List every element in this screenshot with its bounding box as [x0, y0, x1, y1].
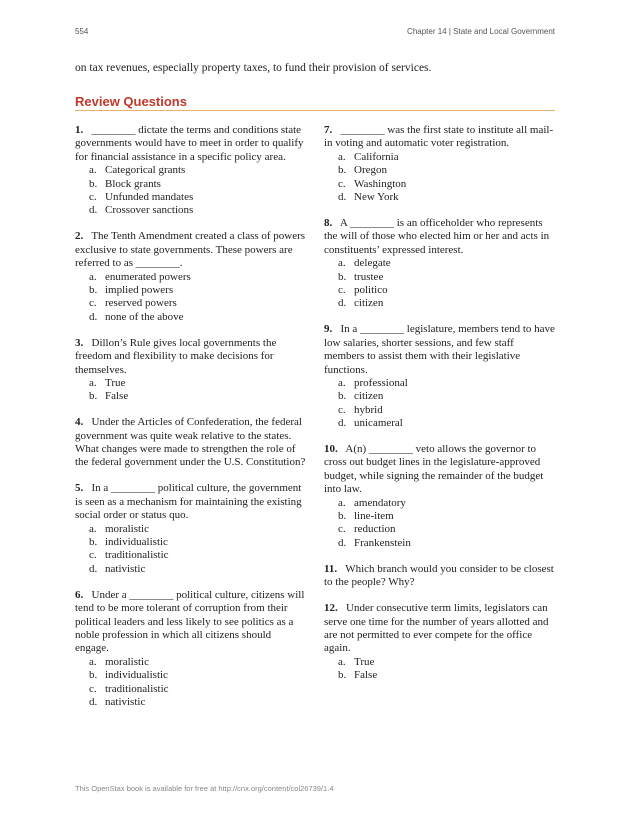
question-stem	[75, 230, 307, 270]
option-letter: c.	[338, 403, 346, 416]
answer-option	[324, 510, 556, 523]
question-stem	[324, 124, 556, 151]
question-text: Under a ________ political culture, citizens will tend to be more tolerant of corruption from their political leaders and less likely to see politics as a noble profession in which all citizens should engage.	[75, 588, 305, 655]
answer-option	[324, 669, 556, 682]
review-question	[75, 124, 307, 218]
option-text: Categorical grants	[105, 164, 186, 177]
option-letter: b.	[338, 510, 347, 523]
question-stem	[75, 337, 307, 377]
question-stem	[75, 124, 307, 164]
question-number: 11.	[324, 562, 338, 575]
questions-column-left	[75, 124, 307, 722]
answer-option	[324, 377, 556, 390]
question-number: 2.	[75, 230, 84, 243]
question-stem	[75, 482, 307, 522]
answer-options	[75, 523, 307, 577]
answer-option	[324, 404, 556, 417]
review-question	[324, 443, 556, 550]
review-question	[324, 323, 556, 430]
option-text: moralistic	[105, 655, 149, 668]
option-text: reduction	[354, 523, 396, 536]
option-letter: c.	[338, 177, 346, 190]
option-text: none of the above	[105, 310, 184, 323]
answer-option	[75, 523, 307, 536]
option-text: amendatory	[354, 496, 406, 509]
review-question	[75, 416, 307, 470]
answer-options	[75, 656, 307, 710]
answer-option	[324, 151, 556, 164]
option-letter: b.	[89, 535, 98, 548]
answer-options	[324, 151, 556, 205]
option-letter: a.	[89, 270, 97, 283]
option-text: enumerated powers	[105, 270, 191, 283]
answer-option	[324, 164, 556, 177]
option-text: Crossover sanctions	[105, 204, 194, 217]
answer-option	[75, 696, 307, 709]
option-letter: d.	[89, 695, 98, 708]
option-text: False	[105, 390, 129, 403]
question-text: Which branch would you consider to be closest to the people? Why?	[324, 562, 554, 589]
answer-option	[324, 297, 556, 310]
question-number: 4.	[75, 416, 84, 429]
option-letter: c.	[89, 191, 97, 204]
option-letter: a.	[338, 257, 346, 270]
answer-option	[324, 284, 556, 297]
answer-option	[75, 683, 307, 696]
option-text: implied powers	[105, 283, 174, 296]
option-text: New York	[354, 191, 399, 204]
page-number: 554	[75, 27, 89, 36]
option-text: traditionalistic	[105, 682, 169, 695]
option-letter: d.	[338, 191, 347, 204]
question-text: A ________ is an officeholder who represents the will of those who elected him or her and acts in constituents’ expressed interest.	[324, 216, 550, 256]
answer-options	[324, 377, 556, 431]
review-question	[324, 217, 556, 311]
question-number: 3.	[75, 336, 84, 349]
section-title: Review Questions	[75, 94, 555, 111]
question-number: 5.	[75, 482, 84, 495]
review-question	[324, 124, 556, 204]
question-text: In a ________ legislature, members tend to have low salaries, shorter sessions, and few staff members to assist them with their legislative functions.	[324, 323, 555, 376]
answer-options	[75, 377, 307, 404]
question-text: Dillon’s Rule gives local governments the freedom and flexibility to make decisions for themselves.	[75, 336, 277, 376]
option-letter: b.	[89, 669, 98, 682]
option-letter: b.	[89, 283, 98, 296]
question-number: 6.	[75, 588, 84, 601]
option-text: Unfunded mandates	[105, 191, 194, 204]
option-letter: b.	[338, 390, 347, 403]
question-stem	[324, 602, 556, 656]
option-letter: d.	[89, 310, 98, 323]
option-letter: d.	[89, 562, 98, 575]
option-text: individualistic	[105, 535, 168, 548]
answer-options	[75, 164, 307, 218]
question-text: Under the Articles of Confederation, the federal government was quite weak relative to the states. What changes were made to strengthen the role of the federal government under the U.S. Constitution?	[75, 416, 306, 469]
question-text: The Tenth Amendment created a class of powers exclusive to state governments. These powers are referred to as ________.	[75, 230, 306, 270]
answer-option	[75, 669, 307, 682]
option-letter: d.	[338, 536, 347, 549]
option-letter: a.	[338, 376, 346, 389]
answer-option	[75, 271, 307, 284]
option-letter: d.	[89, 204, 98, 217]
answer-options	[324, 656, 556, 683]
option-text: Oregon	[354, 164, 387, 177]
option-text: line-item	[354, 510, 394, 523]
review-question	[75, 230, 307, 324]
question-text: In a ________ political culture, the government is seen as a mechanism for maintaining the existing social order or status quo.	[75, 482, 302, 522]
option-letter: b.	[338, 669, 347, 682]
questions-column-right	[324, 124, 556, 695]
footer-note: This OpenStax book is available for free at http://cnx.org/content/col26739/1.4	[75, 784, 334, 793]
option-letter: c.	[89, 549, 97, 562]
question-stem	[324, 563, 556, 590]
option-letter: d.	[338, 417, 347, 430]
option-text: Frankenstein	[354, 536, 411, 549]
answer-option	[324, 537, 556, 550]
option-text: trustee	[354, 270, 384, 283]
question-stem	[324, 443, 556, 497]
answer-option	[324, 390, 556, 403]
question-number: 7.	[324, 124, 333, 136]
review-question	[324, 563, 556, 590]
question-number: 1.	[75, 124, 84, 136]
option-text: California	[354, 150, 399, 163]
option-text: nativistic	[105, 562, 146, 575]
answer-option	[324, 178, 556, 191]
answer-option	[324, 257, 556, 270]
option-text: professional	[354, 376, 408, 389]
option-text: individualistic	[105, 669, 168, 682]
option-letter: d.	[338, 297, 347, 310]
option-text: traditionalistic	[105, 549, 169, 562]
option-text: politico	[354, 283, 388, 296]
question-stem	[324, 323, 556, 377]
option-text: True	[105, 376, 126, 389]
answer-option	[75, 656, 307, 669]
question-text: ________ dictate the terms and conditions state governments would have to meet in order to qualify for financial assistance in a specific policy area.	[75, 124, 304, 163]
option-text: unicameral	[354, 417, 403, 430]
question-stem	[75, 416, 307, 470]
option-letter: a.	[89, 376, 97, 389]
option-text: delegate	[354, 257, 391, 270]
answer-option	[324, 497, 556, 510]
answer-option	[75, 178, 307, 191]
answer-option	[324, 271, 556, 284]
question-text: Under consecutive term limits, legislators can serve one time for the number of years allotted and are not permitted to ever compete for the office again.	[324, 602, 549, 655]
question-number: 8.	[324, 216, 333, 229]
answer-option	[324, 191, 556, 204]
option-letter: a.	[89, 522, 97, 535]
option-text: True	[354, 655, 375, 668]
option-letter: b.	[338, 270, 347, 283]
option-text: citizen	[354, 297, 384, 310]
answer-option	[75, 549, 307, 562]
question-text: ________ was the first state to institute all mail-in voting and automatic voter registration.	[324, 124, 554, 150]
answer-options	[324, 257, 556, 311]
option-letter: a.	[338, 150, 346, 163]
answer-option	[324, 417, 556, 430]
option-letter: a.	[89, 655, 97, 668]
question-number: 10.	[324, 443, 338, 456]
question-number: 9.	[324, 323, 333, 336]
option-letter: a.	[338, 655, 346, 668]
review-question	[324, 602, 556, 682]
answer-option	[324, 523, 556, 536]
answer-option	[324, 656, 556, 669]
option-text: False	[354, 669, 378, 682]
option-letter: a.	[89, 164, 97, 177]
chapter-header: Chapter 14 | State and Local Government	[407, 27, 555, 36]
answer-option	[75, 204, 307, 217]
answer-option	[75, 284, 307, 297]
option-letter: b.	[338, 164, 347, 177]
option-letter: c.	[338, 523, 346, 536]
option-letter: c.	[338, 283, 346, 296]
answer-option	[75, 297, 307, 310]
answer-options	[75, 271, 307, 325]
option-text: citizen	[354, 390, 384, 403]
option-text: hybrid	[354, 403, 383, 416]
answer-option	[75, 191, 307, 204]
option-text: nativistic	[105, 695, 146, 708]
answer-option	[75, 390, 307, 403]
answer-option	[75, 164, 307, 177]
option-text: reserved powers	[105, 297, 177, 310]
option-letter: b.	[89, 390, 98, 403]
option-text: Block grants	[105, 177, 161, 190]
option-letter: a.	[338, 496, 346, 509]
question-text: A(n) ________ veto allows the governor to cross out budget lines in the legislature-approved budget, while signing the remainder of the budget into law.	[324, 443, 544, 496]
option-text: moralistic	[105, 522, 149, 535]
answer-options	[324, 497, 556, 551]
answer-option	[75, 536, 307, 549]
review-question	[75, 337, 307, 404]
option-letter: c.	[89, 682, 97, 695]
review-question	[75, 589, 307, 710]
question-stem	[324, 217, 556, 257]
option-text: Washington	[354, 177, 407, 190]
option-letter: c.	[89, 297, 97, 310]
question-stem	[75, 589, 307, 656]
answer-option	[75, 311, 307, 324]
intro-paragraph: on tax revenues, especially property taxes, to fund their provision of services.	[75, 62, 432, 74]
question-number: 12.	[324, 602, 338, 615]
review-question	[75, 482, 307, 576]
answer-option	[75, 563, 307, 576]
answer-option	[75, 377, 307, 390]
option-letter: b.	[89, 177, 98, 190]
